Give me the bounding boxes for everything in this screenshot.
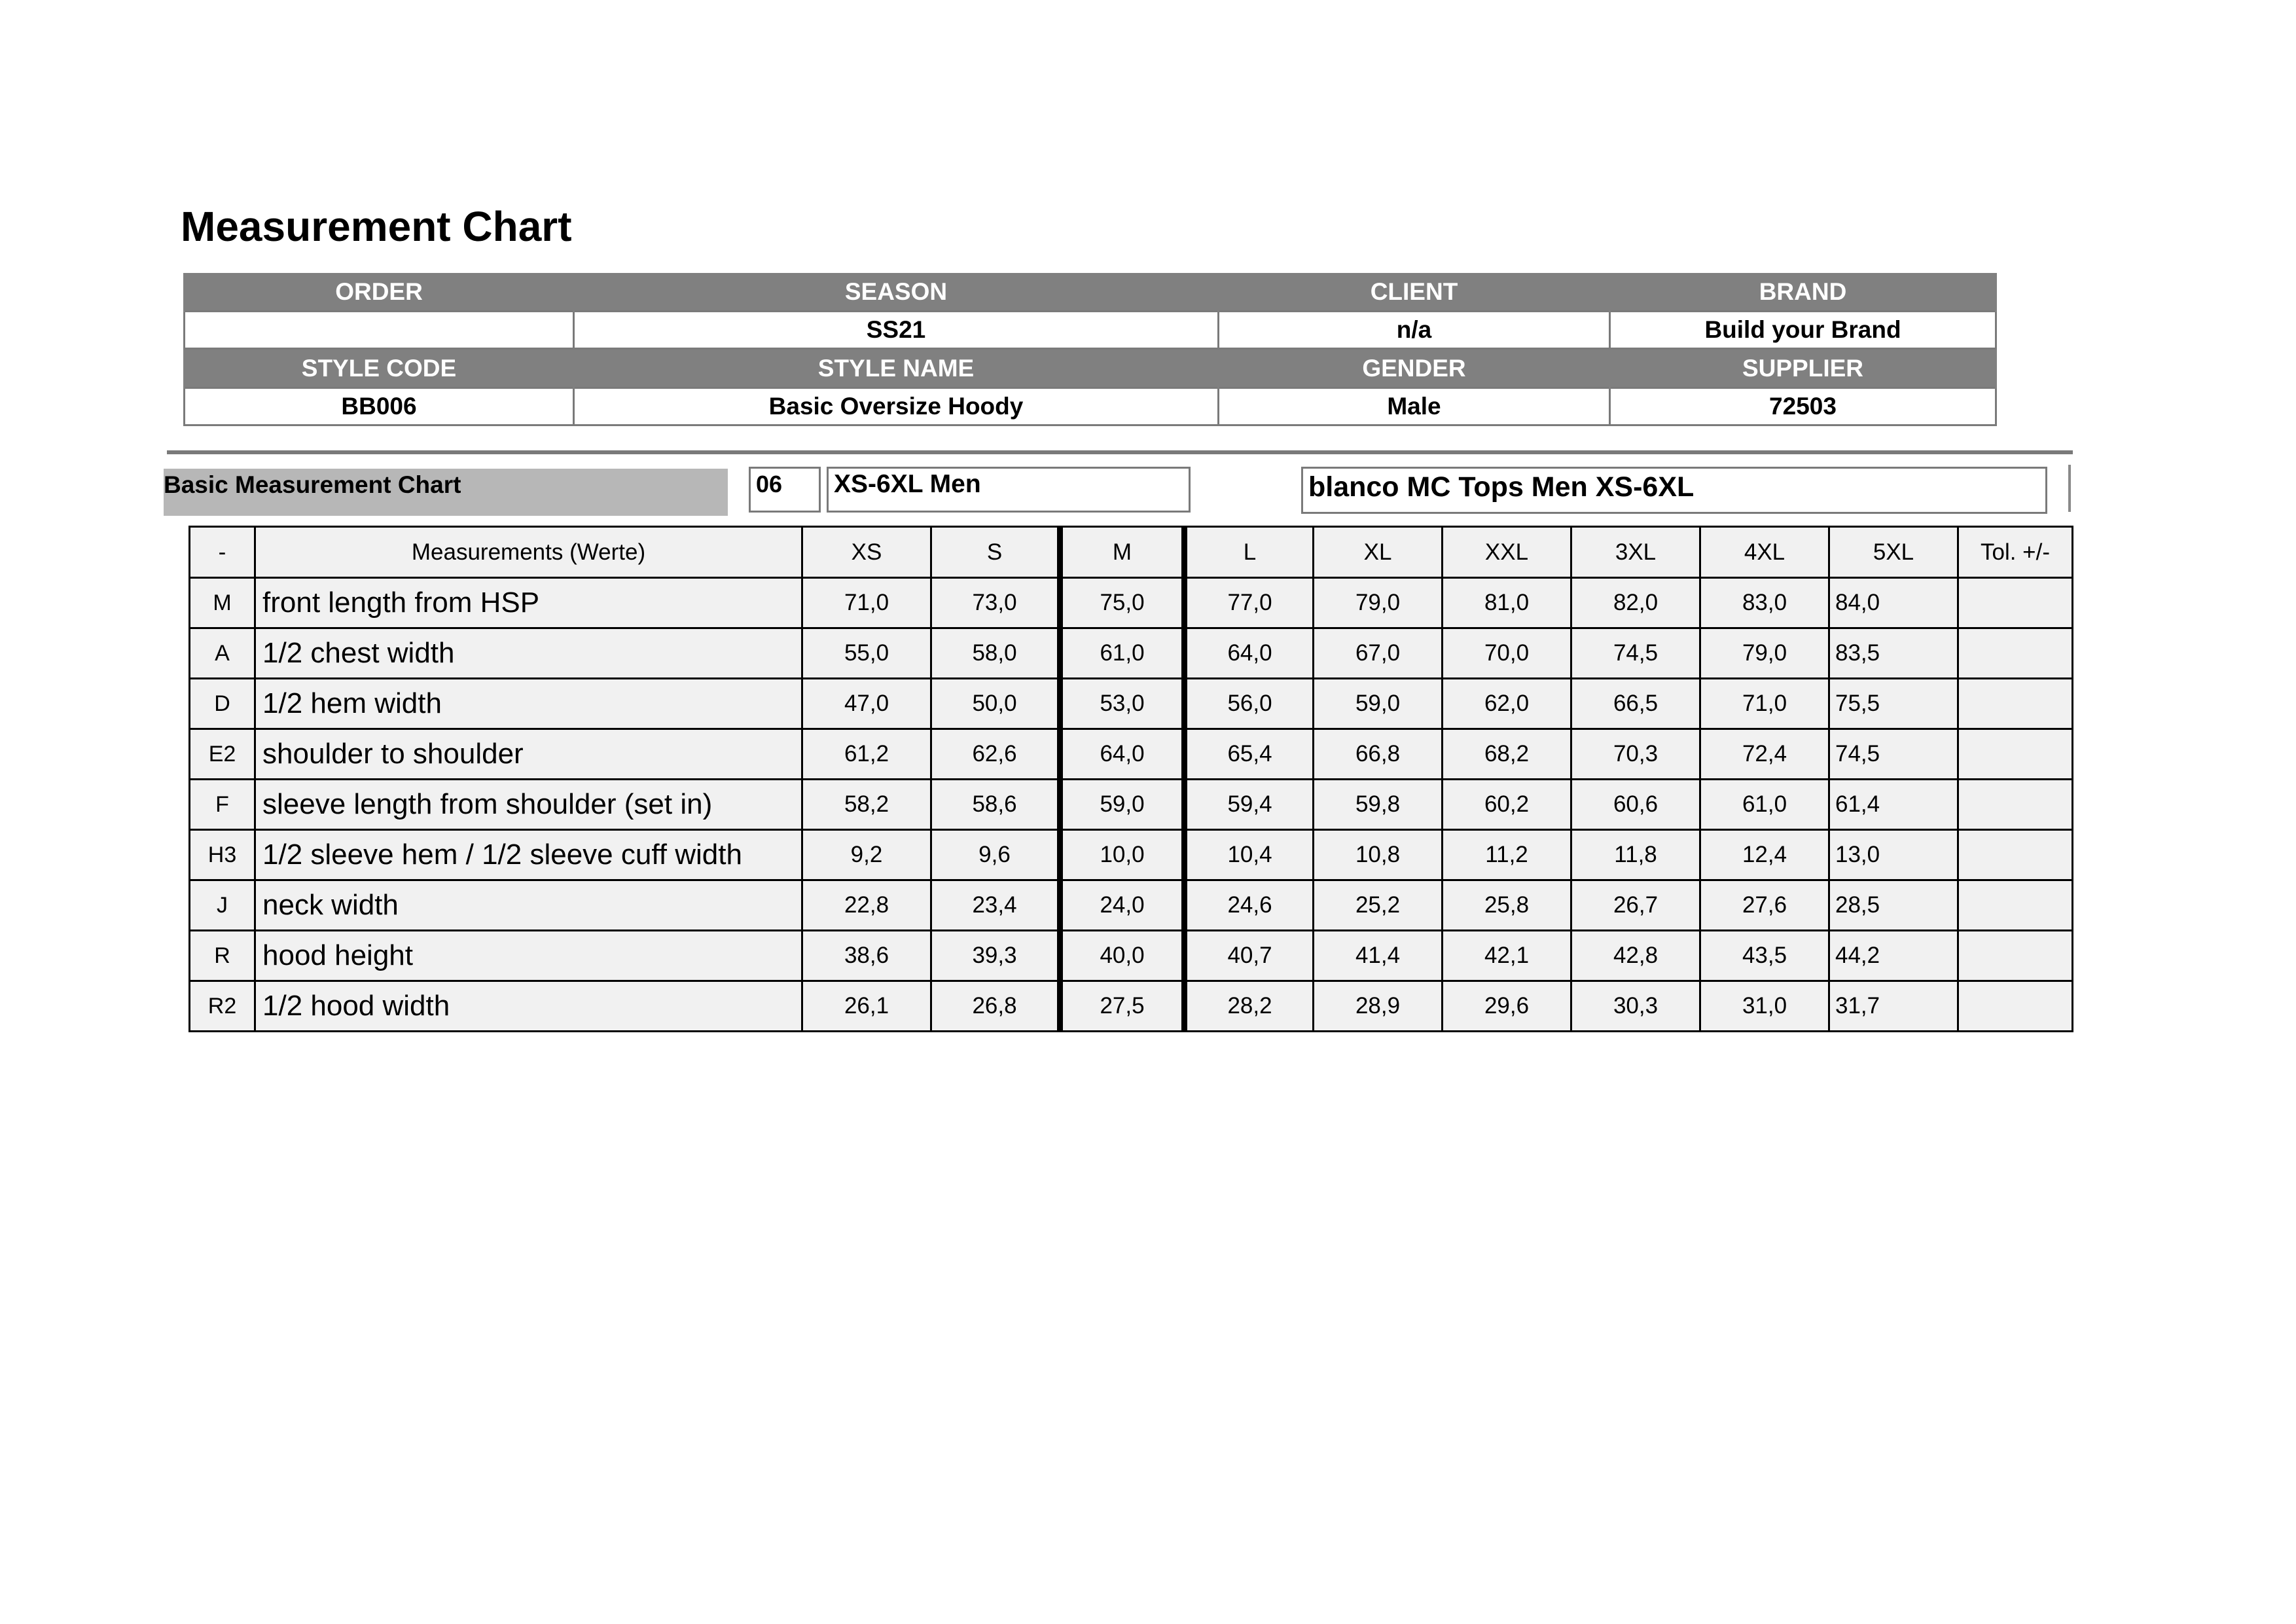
- size-value-5xl: 28,5: [1829, 880, 1958, 931]
- measurement-name: 1/2 hood width: [255, 981, 802, 1032]
- measurement-row: [190, 729, 2073, 780]
- gender-value: Male: [1219, 388, 1610, 425]
- size-value-l: 40,7: [1185, 931, 1314, 981]
- client-value: n/a: [1219, 312, 1610, 349]
- size-value-xs: 26,1: [802, 981, 931, 1032]
- measurement-row: [190, 981, 2073, 1032]
- size-value-m: 53,0: [1060, 679, 1185, 729]
- tolerance-value: [1958, 931, 2073, 981]
- size-value-m: 10,0: [1060, 830, 1185, 880]
- size-value-3xl: 26,7: [1571, 880, 1700, 931]
- measurement-name: sleeve length from shoulder (set in): [255, 780, 802, 830]
- size-value-4xl: 27,6: [1700, 880, 1829, 931]
- size-value-s: 50,0: [931, 679, 1060, 729]
- size-value-xl: 41,4: [1314, 931, 1443, 981]
- measurement-name: 1/2 sleeve hem / 1/2 sleeve cuff width: [255, 830, 802, 880]
- size-value-m: 24,0: [1060, 880, 1185, 931]
- section-divider: [167, 450, 2073, 454]
- measurement-code: E2: [190, 729, 255, 780]
- size-value-xxl: 42,1: [1443, 931, 1571, 981]
- size-value-4xl: 31,0: [1700, 981, 1829, 1032]
- order-info-table: [183, 273, 1997, 426]
- size-value-4xl: 61,0: [1700, 780, 1829, 830]
- style-code-header: STYLE CODE: [185, 349, 574, 388]
- size-value-xs: 61,2: [802, 729, 931, 780]
- measurement-row: [190, 679, 2073, 729]
- size-value-xs: 22,8: [802, 880, 931, 931]
- size-value-s: 58,0: [931, 628, 1060, 679]
- measurement-row: [190, 830, 2073, 880]
- size-header-xs: XS: [802, 527, 931, 578]
- meta-edge-divider: [2068, 465, 2071, 512]
- size-value-m: 64,0: [1060, 729, 1185, 780]
- tolerance-value: [1958, 880, 2073, 931]
- size-value-xxl: 11,2: [1443, 830, 1571, 880]
- chart-number-box: 06: [749, 467, 821, 513]
- measurement-name: front length from HSP: [255, 578, 802, 628]
- tolerance-value: [1958, 981, 2073, 1032]
- size-value-s: 73,0: [931, 578, 1060, 628]
- size-value-xl: 79,0: [1314, 578, 1443, 628]
- size-value-s: 23,4: [931, 880, 1060, 931]
- size-value-s: 39,3: [931, 931, 1060, 981]
- size-value-xs: 71,0: [802, 578, 931, 628]
- supplier-header: SUPPLIER: [1610, 349, 1996, 388]
- measurement-table: [188, 526, 2073, 1032]
- tolerance-value: [1958, 628, 2073, 679]
- size-value-xl: 28,9: [1314, 981, 1443, 1032]
- measurement-header-row: [190, 527, 2073, 578]
- size-value-xxl: 29,6: [1443, 981, 1571, 1032]
- measurement-name: 1/2 chest width: [255, 628, 802, 679]
- size-value-xxl: 68,2: [1443, 729, 1571, 780]
- size-value-5xl: 31,7: [1829, 981, 1958, 1032]
- size-value-3xl: 11,8: [1571, 830, 1700, 880]
- size-value-5xl: 75,5: [1829, 679, 1958, 729]
- size-value-5xl: 74,5: [1829, 729, 1958, 780]
- measurement-column-header: Measurements (Werte): [255, 527, 802, 578]
- size-value-xl: 25,2: [1314, 880, 1443, 931]
- size-value-4xl: 12,4: [1700, 830, 1829, 880]
- size-value-4xl: 83,0: [1700, 578, 1829, 628]
- style-name-value: Basic Oversize Hoody: [574, 388, 1219, 425]
- size-value-l: 28,2: [1185, 981, 1314, 1032]
- tolerance-value: [1958, 780, 2073, 830]
- measurement-name: shoulder to shoulder: [255, 729, 802, 780]
- page-title: Measurement Chart: [181, 203, 572, 250]
- size-value-xs: 9,2: [802, 830, 931, 880]
- brand-value: Build your Brand: [1610, 312, 1996, 349]
- measurement-code: J: [190, 880, 255, 931]
- info-value-row: [185, 388, 1996, 425]
- size-value-s: 58,6: [931, 780, 1060, 830]
- measurement-code: F: [190, 780, 255, 830]
- size-header-l: L: [1185, 527, 1314, 578]
- size-value-l: 77,0: [1185, 578, 1314, 628]
- size-value-5xl: 44,2: [1829, 931, 1958, 981]
- size-value-xxl: 60,2: [1443, 780, 1571, 830]
- size-value-4xl: 71,0: [1700, 679, 1829, 729]
- size-header-xxl: XXL: [1443, 527, 1571, 578]
- size-value-xl: 67,0: [1314, 628, 1443, 679]
- style-code-value: BB006: [185, 388, 574, 425]
- client-header: CLIENT: [1219, 273, 1610, 312]
- size-value-4xl: 72,4: [1700, 729, 1829, 780]
- supplier-value: 72503: [1610, 388, 1996, 425]
- size-value-xl: 59,8: [1314, 780, 1443, 830]
- size-value-xl: 59,0: [1314, 679, 1443, 729]
- size-value-m: 61,0: [1060, 628, 1185, 679]
- measurement-row: [190, 931, 2073, 981]
- size-value-xxl: 25,8: [1443, 880, 1571, 931]
- size-value-3xl: 70,3: [1571, 729, 1700, 780]
- measurement-code: M: [190, 578, 255, 628]
- size-value-3xl: 60,6: [1571, 780, 1700, 830]
- size-value-l: 64,0: [1185, 628, 1314, 679]
- measurement-code: R: [190, 931, 255, 981]
- code-column-header: -: [190, 527, 255, 578]
- size-value-5xl: 83,5: [1829, 628, 1958, 679]
- size-value-l: 24,6: [1185, 880, 1314, 931]
- size-value-m: 59,0: [1060, 780, 1185, 830]
- tolerance-header: Tol. +/-: [1958, 527, 2073, 578]
- order-header: ORDER: [185, 273, 574, 312]
- brand-header: BRAND: [1610, 273, 1996, 312]
- measurement-code: H3: [190, 830, 255, 880]
- size-value-xs: 58,2: [802, 780, 931, 830]
- size-header-5xl: 5XL: [1829, 527, 1958, 578]
- size-value-4xl: 43,5: [1700, 931, 1829, 981]
- info-header-row: [185, 349, 1996, 388]
- order-value: [185, 312, 574, 349]
- size-value-l: 56,0: [1185, 679, 1314, 729]
- tolerance-value: [1958, 729, 2073, 780]
- size-value-l: 10,4: [1185, 830, 1314, 880]
- size-header-xl: XL: [1314, 527, 1443, 578]
- season-value: SS21: [574, 312, 1219, 349]
- tolerance-value: [1958, 830, 2073, 880]
- tolerance-value: [1958, 578, 2073, 628]
- size-value-xxl: 81,0: [1443, 578, 1571, 628]
- size-value-xs: 47,0: [802, 679, 931, 729]
- size-value-m: 40,0: [1060, 931, 1185, 981]
- measurement-name: hood height: [255, 931, 802, 981]
- size-value-5xl: 13,0: [1829, 830, 1958, 880]
- size-value-xl: 10,8: [1314, 830, 1443, 880]
- measurement-row: [190, 780, 2073, 830]
- size-value-s: 62,6: [931, 729, 1060, 780]
- size-value-xxl: 62,0: [1443, 679, 1571, 729]
- size-value-5xl: 61,4: [1829, 780, 1958, 830]
- measurement-name: neck width: [255, 880, 802, 931]
- size-value-4xl: 79,0: [1700, 628, 1829, 679]
- gender-header: GENDER: [1219, 349, 1610, 388]
- size-header-s: S: [931, 527, 1060, 578]
- size-value-3xl: 42,8: [1571, 931, 1700, 981]
- size-value-xs: 55,0: [802, 628, 931, 679]
- size-value-3xl: 66,5: [1571, 679, 1700, 729]
- chart-label: Basic Measurement Chart: [164, 469, 728, 516]
- size-value-l: 65,4: [1185, 729, 1314, 780]
- size-header-3xl: 3XL: [1571, 527, 1700, 578]
- measurement-code: A: [190, 628, 255, 679]
- size-value-m: 27,5: [1060, 981, 1185, 1032]
- size-value-3xl: 82,0: [1571, 578, 1700, 628]
- style-name-header: STYLE NAME: [574, 349, 1219, 388]
- measurement-row: [190, 880, 2073, 931]
- measurement-code: R2: [190, 981, 255, 1032]
- size-value-xs: 38,6: [802, 931, 931, 981]
- size-value-xl: 66,8: [1314, 729, 1443, 780]
- season-header: SEASON: [574, 273, 1219, 312]
- measurement-row: [190, 578, 2073, 628]
- info-value-row: [185, 312, 1996, 349]
- size-value-3xl: 74,5: [1571, 628, 1700, 679]
- size-value-s: 26,8: [931, 981, 1060, 1032]
- size-value-m: 75,0: [1060, 578, 1185, 628]
- measurement-row: [190, 628, 2073, 679]
- measurement-name: 1/2 hem width: [255, 679, 802, 729]
- size-value-3xl: 30,3: [1571, 981, 1700, 1032]
- info-header-row: [185, 273, 1996, 312]
- tolerance-value: [1958, 679, 2073, 729]
- size-range-box: XS-6XL Men: [827, 467, 1191, 513]
- measurement-code: D: [190, 679, 255, 729]
- size-header-4xl: 4XL: [1700, 527, 1829, 578]
- size-value-xxl: 70,0: [1443, 628, 1571, 679]
- size-header-m: M: [1060, 527, 1185, 578]
- chart-description-box: blanco MC Tops Men XS-6XL: [1301, 467, 2047, 514]
- size-value-s: 9,6: [931, 830, 1060, 880]
- size-value-l: 59,4: [1185, 780, 1314, 830]
- size-value-5xl: 84,0: [1829, 578, 1958, 628]
